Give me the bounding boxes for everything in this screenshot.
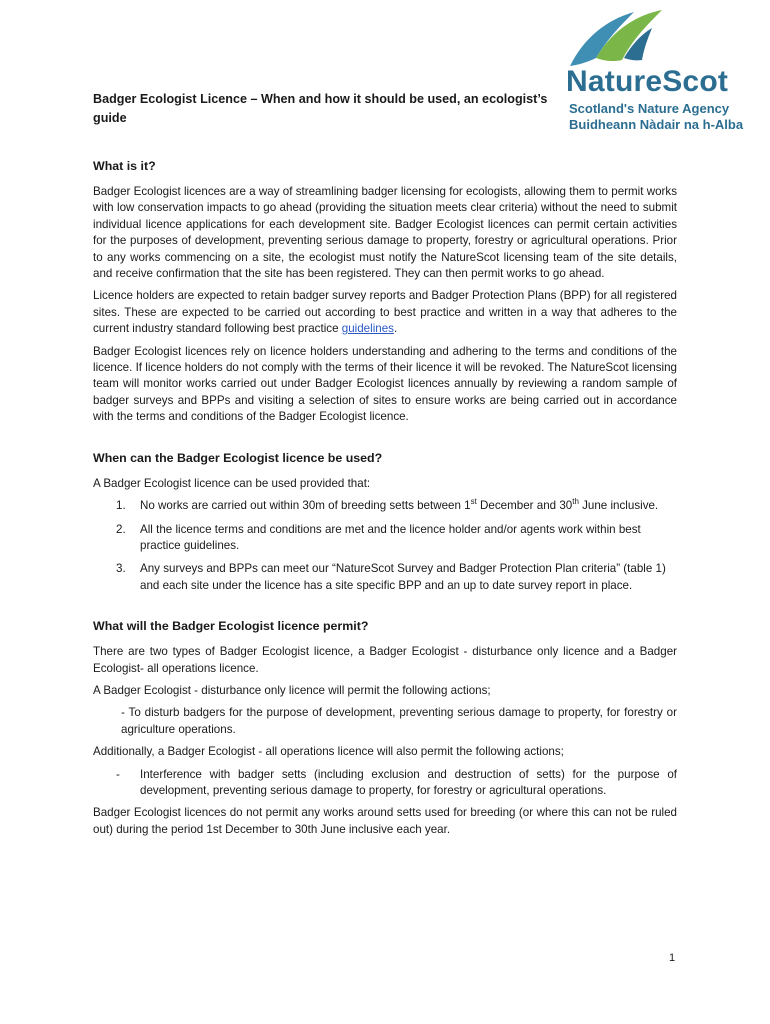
paragraph: Badger Ecologist licences do not permit any works around setts used for breeding (or where this can not be ruled out) during the period 1st December to 30th June inclusive each year.: [93, 806, 677, 836]
list-text: Any surveys and BPPs can meet our “NatureScot Survey and Badger Protection Plan criteria” (table 1) and each site under the licence has a site specific BPP and an up to date survey report in place.: [140, 562, 666, 592]
document-body: [93, 158, 677, 844]
logo-tagline-english: Scotland's Nature Agency: [569, 101, 730, 116]
paragraph: There are two types of Badger Ecologist licence, a Badger Ecologist - disturbance only licence and a Badger Ecologist- all operations licence.: [93, 645, 677, 675]
superscript: st: [470, 497, 477, 507]
naturescot-logo: [562, 8, 762, 136]
paragraph-text: Licence holders are expected to retain badger survey reports and Badger Protection Plans (BPP) for all registered sites. These are expected to be carried out according to best practice and written in a way that adheres to the current industry standard following best practice: [93, 289, 677, 336]
criteria-list: [93, 498, 677, 594]
list-item: [93, 522, 677, 555]
list-text: No works are carried out within 30m of breeding setts between 1: [140, 499, 471, 513]
list-number: 1.: [116, 499, 126, 513]
list-item: [93, 561, 677, 594]
list-item: [93, 498, 677, 514]
paragraph: Additionally, a Badger Ecologist - all operations licence will also permit the following actions;: [93, 745, 564, 759]
logo-tagline-gaelic: Buidheann Nàdair na h-Alba: [569, 117, 744, 132]
page-title: Badger Ecologist Licence – When and how it should be used, an ecologist’s guide: [93, 92, 548, 125]
leaf-swoosh-icon: [566, 8, 762, 70]
section-heading: What will the Badger Ecologist licence permit?: [93, 619, 369, 634]
list-text: All the licence terms and conditions are met and the licence holder and/or agents work within best practice guidelines.: [140, 522, 641, 552]
superscript: th: [572, 497, 579, 507]
section-heading: What is it?: [93, 159, 156, 173]
page-number: 1: [669, 952, 676, 964]
list-number: 2.: [116, 522, 126, 536]
guidelines-link[interactable]: guidelines: [341, 322, 394, 336]
list-text: December and 30: [476, 499, 573, 513]
paragraph: A Badger Ecologist licence can be used provided that:: [93, 476, 371, 490]
dash-marker: -: [116, 767, 120, 781]
list-number: 3.: [116, 562, 126, 576]
section-when-used: [93, 450, 677, 594]
section-heading: When can the Badger Ecologist licence be used?: [93, 450, 383, 465]
paragraph: Badger Ecologist licences are a way of streamlining badger licensing for ecologists, allowing them to permit works with low conservation impacts to go ahead (providing the situation meets clear criteria) without the need to submit individual licence applications for each development site. Badger Ecologist licences can permit certain activities for the purposes of development, preventing serious damage to property, forestry or agricultural operations. Prior to any works commencing on a site, the ecologist must notify the NatureScot licensing team of the site details, and receive confirmation that the site has been registered. They can then permit works to go ahead.: [93, 185, 677, 281]
logo-brand-text: NatureScot: [566, 65, 729, 98]
paragraph: Badger Ecologist licences rely on licence holders understanding and adhering to the terms and conditions of the licence. If licence holders do not comply with the terms of their licence it will be revoked. The NatureScot licensing team will monitor works carried out under Badger Ecologist licences annually by reviewing a random sample of badger surveys and BPPs and visiting a selection of sites to ensure works are being carried out in accordance with the terms and conditions of the Badger Ecologist licence.: [93, 344, 677, 424]
list-text: June inclusive.: [578, 499, 659, 513]
dash-list-item: - To disturb badgers for the purpose of development, preventing serious damage to property, for forestry or agriculture operations.: [121, 706, 677, 736]
paragraph: [93, 288, 677, 337]
dash-list-item: [93, 767, 677, 800]
paragraph-text: .: [393, 322, 398, 336]
paragraph: A Badger Ecologist - disturbance only licence will permit the following actions;: [93, 683, 491, 697]
list-text: Interference with badger setts (including exclusion and destruction of setts) for the purpose of development, preventing serious damage to property, for forestry or agricultural operations.: [140, 767, 677, 797]
section-what-is-it: [93, 158, 677, 426]
section-what-permit: [93, 618, 677, 838]
